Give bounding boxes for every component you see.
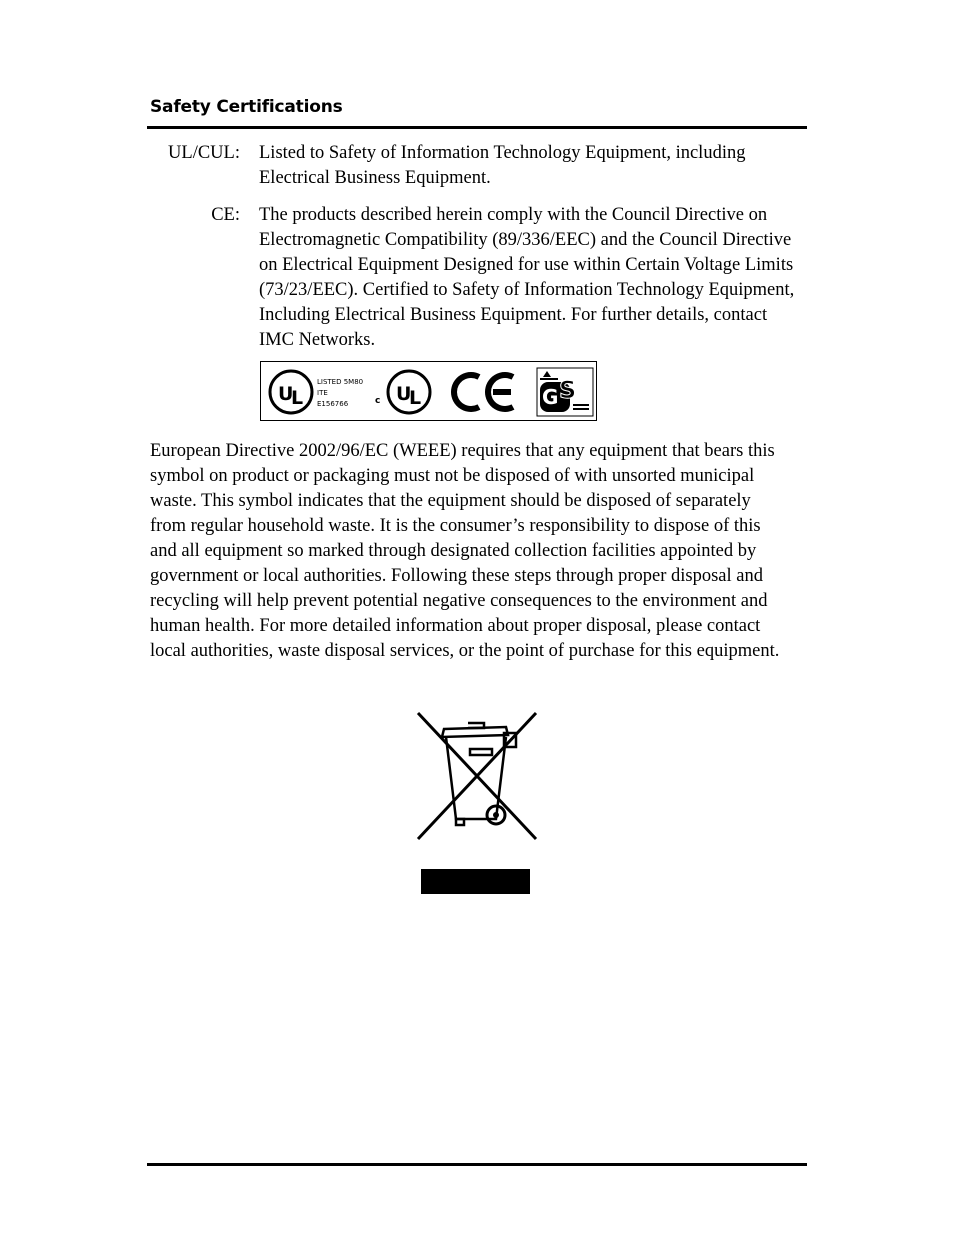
text-line: (73/23/EEC). Certified to Safety of Information Technology Equipment, xyxy=(259,280,795,300)
text-line: The products described herein comply with the Council Directive on xyxy=(259,205,768,225)
text-line: recycling will help prevent potential negative consequences to the environment and xyxy=(150,591,768,611)
gs-mark-icon xyxy=(537,368,593,416)
text-line: local authorities, waste disposal services, or the point of purchase for this equipment. xyxy=(150,641,780,661)
svg-text:U: U xyxy=(396,383,412,405)
text-line: Electromagnetic Compatibility (89/336/EEC) and the Council Directive xyxy=(259,230,792,250)
text-line: on Electrical Equipment Designed for use within Certain Voltage Limits xyxy=(259,255,794,275)
text-line: from regular household waste. It is the consumer’s responsibility to dispose of this xyxy=(150,516,761,536)
text-line: Listed to Safety of Information Technology Equipment, including xyxy=(259,143,746,163)
ul-listed-text xyxy=(317,378,363,408)
weee-paragraph xyxy=(150,439,810,664)
text-line: European Directive 2002/96/EC (WEEE) requires that any equipment that bears this xyxy=(150,441,775,461)
ul-listed-line: E156766 xyxy=(317,400,349,408)
cul-logo-icon xyxy=(388,371,430,413)
svg-text:S: S xyxy=(559,376,577,404)
ce-mark-icon xyxy=(454,375,513,409)
top-rule xyxy=(147,126,807,129)
text-line: symbol on product or packaging must not be disposed of with unsorted municipal xyxy=(150,466,755,486)
ul-logo-icon xyxy=(270,371,312,413)
ul-listed-line: LISTED 5M80 xyxy=(317,378,364,386)
svg-text:U: U xyxy=(278,383,294,405)
cert-text-ce xyxy=(259,203,804,353)
svg-text:L: L xyxy=(409,387,422,409)
text-line: IMC Networks. xyxy=(259,330,376,350)
text-line: human health. For more detailed information about proper disposal, please contact xyxy=(150,616,761,636)
svg-text:L: L xyxy=(291,387,304,409)
text-line: waste. This symbol indicates that the equipment should be disposed of separately xyxy=(150,491,751,511)
text-line: and all equipment so marked through designated collection facilities appointed by xyxy=(150,541,757,561)
cert-logos-graphic xyxy=(261,362,595,419)
c-mark: c xyxy=(375,396,381,406)
text-line: Electrical Business Equipment. xyxy=(259,168,491,188)
text-line: government or local authorities. Following these steps through proper disposal and xyxy=(150,566,763,586)
ul-listed-line: ITE xyxy=(317,389,328,397)
cert-label-ce: CE: xyxy=(211,205,240,225)
weee-crossed-bin-icon xyxy=(414,711,540,843)
bottom-rule xyxy=(147,1163,807,1166)
section-heading: Safety Certifications xyxy=(150,97,343,117)
svg-text:G: G xyxy=(542,385,559,409)
certification-logos xyxy=(260,361,597,421)
text-line: Including Electrical Business Equipment. For further details, contact xyxy=(259,305,768,325)
cert-text-ul xyxy=(259,141,804,191)
weee-black-bar xyxy=(421,869,530,894)
cert-label-ul: UL/CUL: xyxy=(168,143,240,163)
